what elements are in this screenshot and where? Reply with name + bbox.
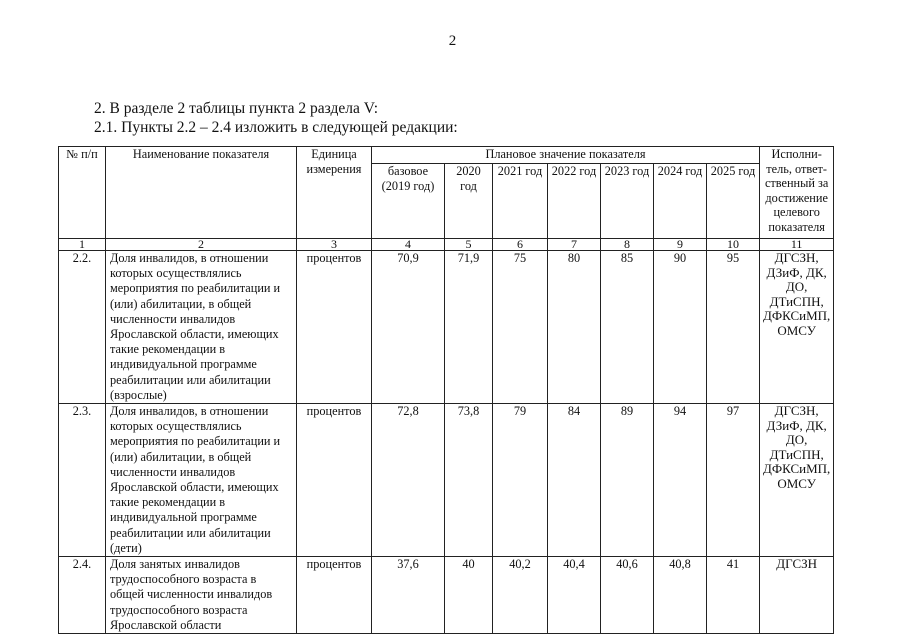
- header-year-2020: 2020 год: [445, 164, 493, 239]
- index-cell: 2: [106, 239, 297, 251]
- row-unit: процентов: [297, 557, 372, 634]
- index-cell: 4: [372, 239, 445, 251]
- indicators-table: [58, 146, 834, 634]
- index-cell: 7: [548, 239, 601, 251]
- page-number: 2: [448, 33, 457, 49]
- row-executor: ДГСЗН, ДЗиФ, ДК, ДО, ДТиСПН, ДФКСиМП, ОМСУ: [760, 404, 834, 557]
- row-num: 2.3.: [59, 404, 106, 557]
- row-value-2023: 85: [601, 251, 654, 404]
- row-value-2025: 95: [707, 251, 760, 404]
- row-value-2021: 79: [493, 404, 548, 557]
- row-value-base: 37,6: [372, 557, 445, 634]
- row-value-2023: 40,6: [601, 557, 654, 634]
- table-row: [59, 557, 834, 634]
- index-cell: 5: [445, 239, 493, 251]
- row-value-2021: 40,2: [493, 557, 548, 634]
- header-year-base: базовое (2019 год): [372, 164, 445, 239]
- row-value-2023: 89: [601, 404, 654, 557]
- row-value-base: 70,9: [372, 251, 445, 404]
- index-cell: 8: [601, 239, 654, 251]
- index-cell: 6: [493, 239, 548, 251]
- header-year-2022: 2022 год: [548, 164, 601, 239]
- row-value-2024: 90: [654, 251, 707, 404]
- table-row: [59, 251, 834, 404]
- header-name: Наименование показателя: [106, 147, 297, 239]
- row-value-2022: 80: [548, 251, 601, 404]
- header-year-2023: 2023 год: [601, 164, 654, 239]
- row-value-2025: 97: [707, 404, 760, 557]
- row-num: 2.4.: [59, 557, 106, 634]
- index-row: [59, 239, 834, 251]
- header-num: № п/п: [59, 147, 106, 239]
- intro-line-2: 2.1. Пункты 2.2 – 2.4 изложить в следующей редакции:: [94, 119, 458, 136]
- header-year-2025: 2025 год: [707, 164, 760, 239]
- header-year-2021: 2021 год: [493, 164, 548, 239]
- index-cell: 11: [760, 239, 834, 251]
- row-value-2022: 40,4: [548, 557, 601, 634]
- index-cell: 3: [297, 239, 372, 251]
- header-executor: Исполни-тель, ответ-ственный за достижение целевого показателя: [760, 147, 834, 239]
- row-value-base: 72,8: [372, 404, 445, 557]
- table-row: [59, 404, 834, 557]
- header-plan: Плановое значение показателя: [372, 147, 760, 164]
- row-value-2024: 94: [654, 404, 707, 557]
- row-executor: ДГСЗН, ДЗиФ, ДК, ДО, ДТиСПН, ДФКСиМП, ОМСУ: [760, 251, 834, 404]
- row-value-2020: 71,9: [445, 251, 493, 404]
- row-unit: процентов: [297, 404, 372, 557]
- index-cell: 1: [59, 239, 106, 251]
- row-value-2022: 84: [548, 404, 601, 557]
- row-indicator-name: Доля занятых инвалидов трудоспособного возраста в общей численности инвалидов трудоспособного возраста Ярославской области: [106, 557, 297, 634]
- index-cell: 10: [707, 239, 760, 251]
- row-value-2020: 40: [445, 557, 493, 634]
- row-indicator-name: Доля инвалидов, в отношении которых осуществлялись мероприятия по реабилитации и (или) абилитации, в общей численности инвалидов Ярославской области, имеющих такие рекомендации в индивидуальной программе реабилитации или абилитации (дети): [106, 404, 297, 557]
- row-indicator-name: Доля инвалидов, в отношении которых осуществлялись мероприятия по реабилитации и (или) абилитации, в общей численности инвалидов Ярославской области, имеющих такие рекомендации в индивидуальной программе реабилитации или абилитации (взрослые): [106, 251, 297, 404]
- header-unit: Единица измерения: [297, 147, 372, 239]
- row-value-2024: 40,8: [654, 557, 707, 634]
- header-year-2024: 2024 год: [654, 164, 707, 239]
- row-executor: ДГСЗН: [760, 557, 834, 634]
- intro-text: [94, 99, 458, 137]
- row-value-2025: 41: [707, 557, 760, 634]
- row-value-2020: 73,8: [445, 404, 493, 557]
- row-value-2021: 75: [493, 251, 548, 404]
- index-cell: 9: [654, 239, 707, 251]
- row-unit: процентов: [297, 251, 372, 404]
- intro-line-1: 2. В разделе 2 таблицы пункта 2 раздела V:: [94, 100, 379, 117]
- row-num: 2.2.: [59, 251, 106, 404]
